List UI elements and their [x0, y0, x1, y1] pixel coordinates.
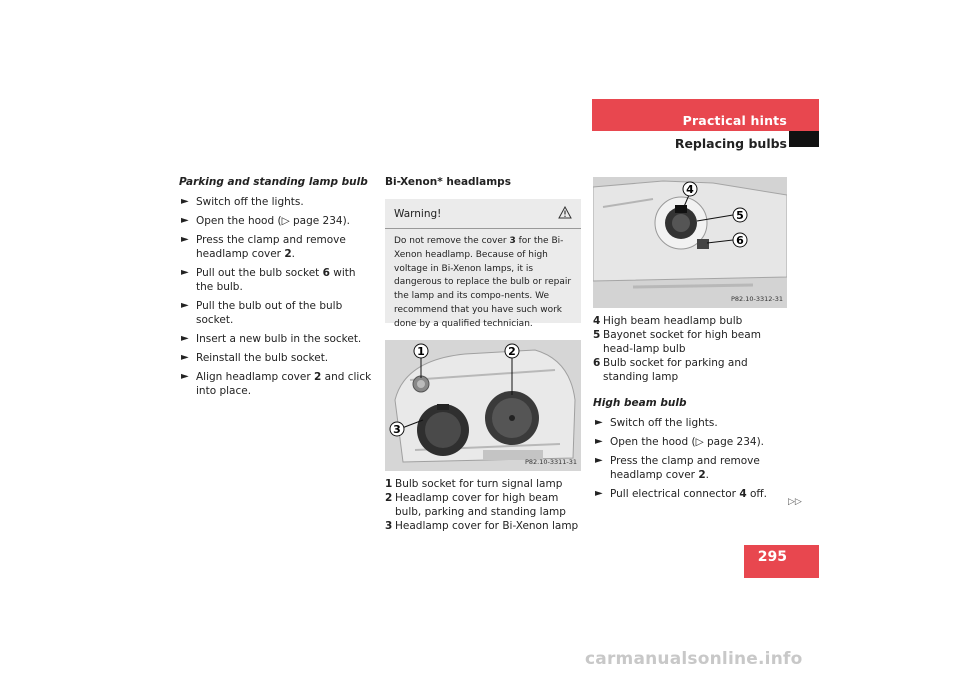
callout-4: 4 [686, 183, 694, 196]
step: ► Pull out the bulb socket 6 with the bulb. [181, 267, 356, 293]
bixenon-heading: Bi-Xenon* headlamps [385, 176, 511, 188]
step-arrow-icon: ► [181, 196, 189, 207]
highbeam-socket-illustration [593, 177, 787, 308]
step-arrow-icon: ► [595, 417, 603, 428]
image-code: P82.10-3312-31 [730, 295, 783, 303]
step: ► Insert a new bulb in the socket. [181, 333, 362, 345]
step-arrow-icon: ► [181, 371, 189, 382]
section-header [592, 99, 819, 131]
image-code: P82.10-3311-31 [524, 458, 577, 466]
step: ► Press the clamp and remove headlamp cover 2. [181, 234, 346, 260]
step: ► Open the hood (▷ page 234). [595, 436, 765, 448]
legend-item: 3 Headlamp cover for Bi-Xenon lamp [385, 520, 579, 532]
legend-item: 6 Bulb socket for parking and standing lamp [593, 357, 748, 383]
step: ► Align headlamp cover 2 and click into place. [181, 371, 372, 397]
warning-box [385, 199, 581, 329]
step-arrow-icon: ► [181, 267, 189, 278]
warning-text: Do not remove the cover 3 for the Bi-Xenon headlamp. Because of high voltage in Bi-Xenon lamps, it is dangerous to replace the bulb or repair the lamp and its compo-nents. We recommend that you have such work done by a qualified technician. [394, 236, 572, 329]
left-column [179, 175, 374, 403]
page-ref-icon: ▷ [695, 436, 704, 448]
legend-item: 2 Headlamp cover for high beam bulb, parking and standing lamp [385, 492, 566, 518]
callout-6: 6 [736, 234, 744, 247]
step: ► Pull electrical connector 4 off. [595, 488, 767, 500]
warning-title: Warning! [394, 208, 442, 220]
step-arrow-icon: ► [595, 488, 603, 499]
step: ► Switch off the lights. [595, 417, 718, 429]
step-arrow-icon: ► [595, 436, 603, 447]
step: ► Open the hood (▷ page 234). [181, 215, 351, 227]
middle-legend [385, 477, 581, 533]
step-arrow-icon: ► [181, 234, 189, 245]
step-arrow-icon: ► [595, 455, 603, 466]
headlamp-rear-illustration [385, 340, 581, 471]
step-arrow-icon: ► [181, 333, 189, 344]
callout-2: 2 [508, 345, 516, 358]
warning-triangle-icon [558, 206, 572, 223]
step: ► Pull the bulb out of the bulb socket. [181, 300, 343, 326]
step: ► Press the clamp and remove headlamp cover 2. [595, 455, 760, 481]
page-number: 295 [757, 549, 787, 565]
callout-5: 5 [736, 209, 744, 222]
page-ref-icon: ▷ [281, 215, 290, 227]
parking-lamp-heading: Parking and standing lamp bulb [179, 176, 368, 188]
right-column [593, 177, 787, 506]
subsection-header [592, 131, 819, 151]
legend-item: 1 Bulb socket for turn signal lamp [385, 478, 563, 490]
right-legend [593, 314, 787, 384]
step: ► Reinstall the bulb socket. [181, 352, 329, 364]
legend-item: 5 Bayonet socket for high beam head-lamp bulb [593, 329, 761, 355]
header-tab-marker [789, 131, 819, 147]
highbeam-socket-photo [593, 177, 787, 308]
watermark: carmanualsonline.info [585, 649, 803, 669]
headlamp-rear-photo [385, 340, 581, 471]
continued-icon: ▷▷ [788, 497, 802, 507]
callout-1: 1 [417, 345, 425, 358]
step-arrow-icon: ► [181, 352, 189, 363]
warning-header [385, 199, 581, 229]
section-title: Practical hints [682, 113, 787, 128]
callout-3: 3 [393, 423, 401, 436]
middle-column [385, 175, 581, 533]
high-beam-heading: High beam bulb [593, 397, 687, 409]
page-number-box [744, 545, 819, 578]
step: ► Switch off the lights. [181, 196, 304, 208]
step-arrow-icon: ► [181, 215, 189, 226]
step-arrow-icon: ► [181, 300, 189, 311]
legend-item: 4 High beam headlamp bulb [593, 315, 743, 327]
subsection-title: Replacing bulbs [674, 136, 787, 151]
